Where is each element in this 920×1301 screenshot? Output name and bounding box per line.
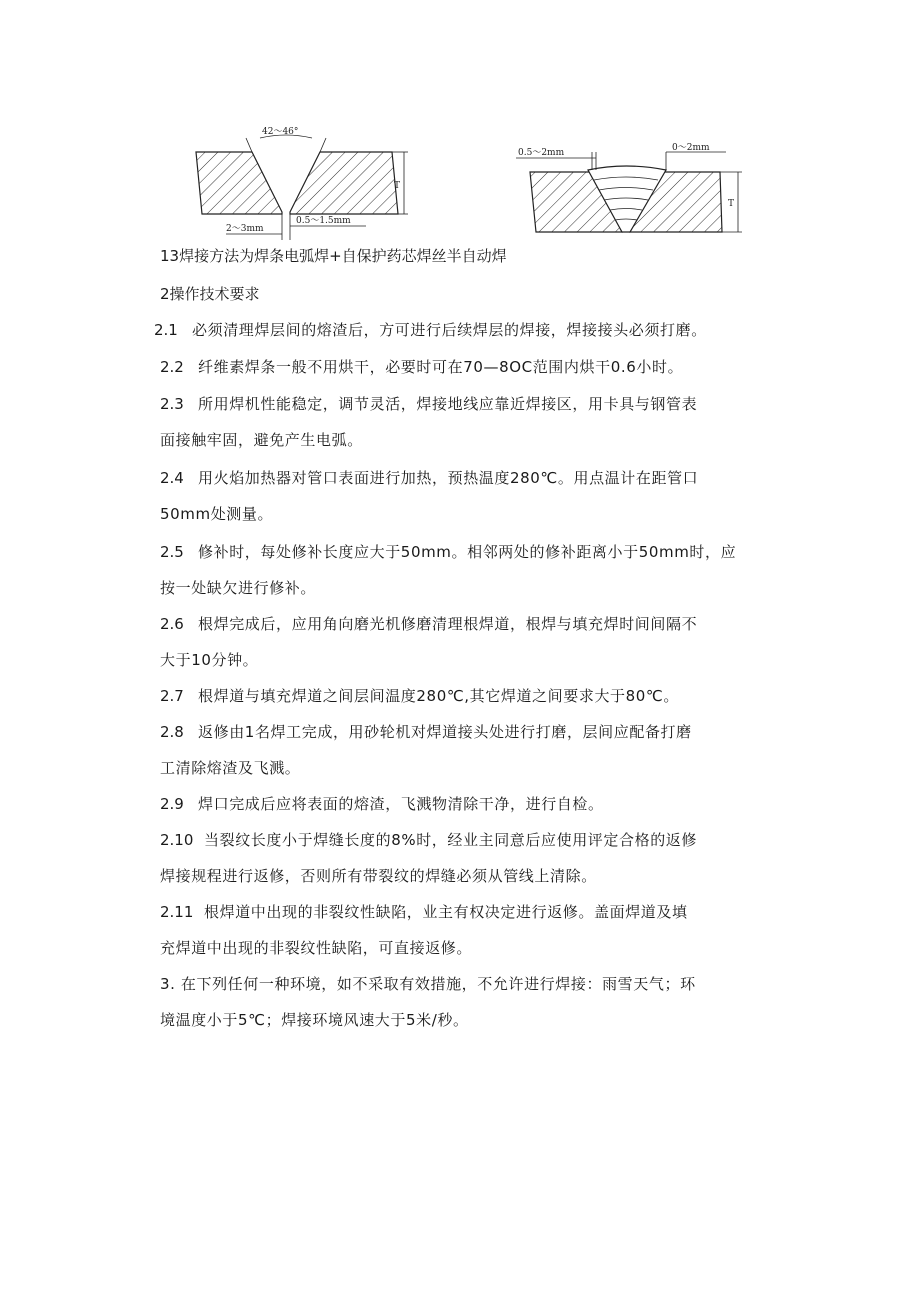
thickness-label: T [394, 181, 401, 191]
item-2-6: 2.6 根焊完成后，应用角向磨光机修磨清理根焊道，根焊与填充焊时间间隔不 大于10分钟。 [160, 615, 698, 669]
item-2-7: 2.7 根焊道与填充焊道之间层间温度280℃,其它焊道之间要求大于80℃。 [160, 687, 679, 705]
reinforcement-label: 0～2mm [672, 143, 710, 153]
item-2-4: 2.4 用火焰加热器对管口表面进行加热，预热温度280℃。用点温计在距管口 50mm处测量。 [160, 469, 699, 523]
heading-2: 2操作技术要求 [160, 285, 260, 303]
item-2-1: 2.1 必须清理焊层间的熔渣后，方可进行后续焊层的焊接，焊接接头必须打磨。 [154, 321, 707, 339]
completed-weld-diagram [516, 140, 748, 240]
land-label: 0.5～1.5mm [296, 216, 351, 226]
item-2-3: 2.3 所用焊机性能稳定，调节灵活，焊接地线应靠近焊接区，用卡具与钢管表 面接触牢固，避免产生电弧。 [160, 395, 698, 449]
gap-label: 2～3mm [226, 224, 264, 234]
item-2-10: 2.10 当裂纹长度小于焊缝长度的8%时，经业主同意后应使用评定合格的返修 焊接规程进行返修，否则所有带裂纹的焊缝必须从管线上清除。 [160, 831, 697, 885]
item-2-11: 2.11 根焊道中出现的非裂纹性缺陷，业主有权决定进行返修。盖面焊道及填 充焊道中出现的非裂纹性缺陷，可直接返修。 [160, 903, 688, 957]
item-2-2: 2.2 纤维素焊条一般不用烘干，必要时可在70—8OC范围内烘干0.6小时。 [160, 358, 684, 376]
left-plate [196, 152, 282, 214]
cap-width-label: 0.5～2mm [518, 148, 565, 158]
thickness-label: T [728, 199, 735, 209]
item-3: 3. 在下列任何一种环境，如不采取有效措施，不允许进行焊接：雨雪天气；环 境温度小于5℃；焊接环境风速大于5米/秒。 [160, 975, 696, 1029]
angle-label: 42～46° [262, 127, 299, 137]
item-2-8: 2.8 返修由1名焊工完成，用砂轮机对焊道接头处进行打磨，层间应配备打磨 工清除熔渣及飞溅。 [160, 723, 692, 777]
heading-1-3: 13焊接方法为焊条电弧焊+自保护药芯焊丝半自动焊 [160, 247, 507, 265]
item-2-5: 2.5 修补时，每处修补长度应大于50mm。相邻两处的修补距离小于50mm时，应 按一处缺欠进行修补。 [160, 543, 737, 597]
right-plate [290, 152, 401, 214]
item-2-9: 2.9 焊口完成后应将表面的熔渣，飞溅物清除干净，进行自检。 [160, 795, 604, 813]
v-groove-bevel-diagram [186, 120, 416, 246]
